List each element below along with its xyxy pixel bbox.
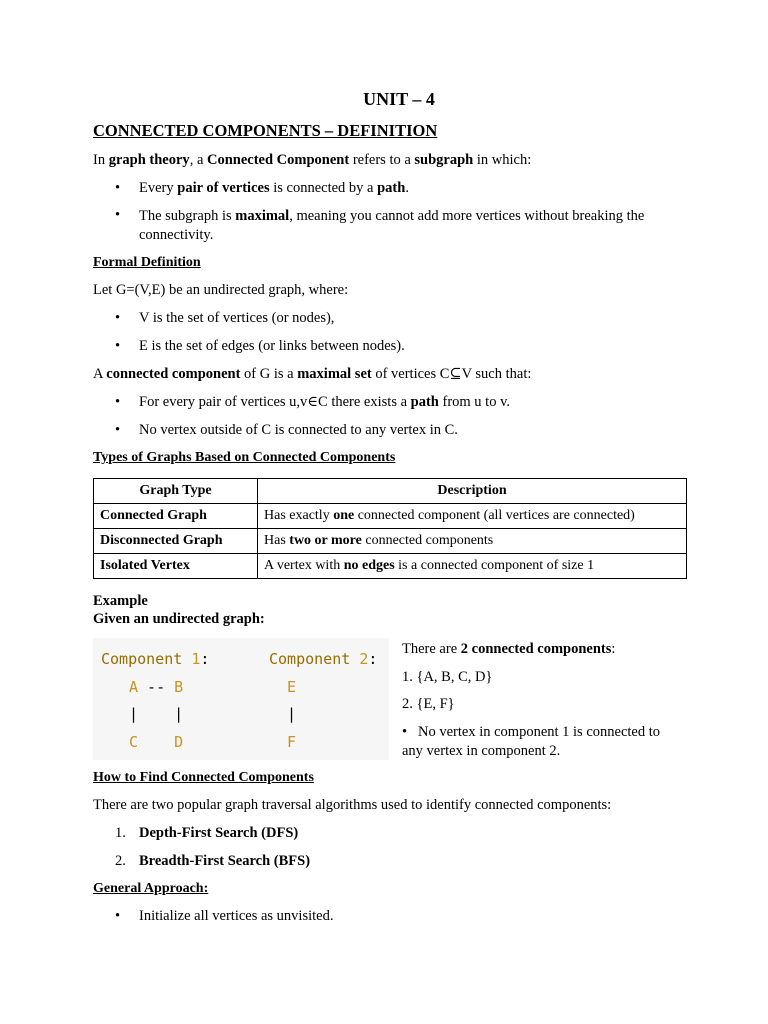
table-cell-description: Has exactly one connected component (all vertices are connected) bbox=[258, 504, 687, 529]
intro-paragraph: In graph theory, a Connected Component refers to a subgraph in which: bbox=[93, 152, 532, 168]
approach-bullet-1: • Initialize all vertices as unvisited. bbox=[115, 908, 334, 924]
algorithm-dfs: 1. Depth-First Search (DFS) bbox=[115, 825, 299, 841]
table-header-graph-type: Graph Type bbox=[94, 479, 258, 504]
component-1-label: Component 1: bbox=[101, 650, 210, 668]
main-heading: CONNECTED COMPONENTS – DEFINITION bbox=[93, 121, 438, 140]
code-line-f: F bbox=[287, 733, 297, 751]
graph-types-table bbox=[93, 478, 687, 579]
code-line-bar: | bbox=[287, 705, 297, 723]
cc-bullet-1: • For every pair of vertices u,v∈C there exists a path from u to v. bbox=[115, 394, 511, 410]
table-cell-description: A vertex with no edges is a connected component of size 1 bbox=[258, 554, 687, 579]
table-row bbox=[94, 504, 687, 529]
how-intro: There are two popular graph traversal algorithms used to identify connected components: bbox=[93, 797, 612, 813]
how-to-find-heading: How to Find Connected Components bbox=[93, 770, 314, 785]
table-row bbox=[94, 529, 687, 554]
types-heading: Types of Graphs Based on Connected Components bbox=[93, 450, 396, 465]
table-header-description: Description bbox=[258, 479, 687, 504]
formal-bullet-2: • E is the set of edges (or links between nodes). bbox=[115, 338, 405, 354]
algorithm-bfs: 2. Breadth-First Search (BFS) bbox=[115, 853, 311, 869]
table-header-row bbox=[94, 479, 687, 504]
table-cell-description: Has two or more connected components bbox=[258, 529, 687, 554]
component-note: • No vertex in component 1 is connected to any vertex in component 2. bbox=[402, 724, 661, 759]
component-item-2: 2. {E, F} bbox=[402, 696, 455, 712]
formal-definition-heading: Formal Definition bbox=[93, 255, 201, 270]
formal-bullet-1: • V is the set of vertices (or nodes), bbox=[115, 310, 335, 326]
table-row bbox=[94, 554, 687, 579]
code-block bbox=[93, 638, 389, 760]
connected-component-definition: A connected component of G is a maximal set of vertices C⊆V such that: bbox=[93, 366, 532, 382]
code-line-a-b: A -- B bbox=[129, 678, 184, 696]
example-label: Example bbox=[93, 593, 148, 609]
intro-bullet-2: • The subgraph is maximal, meaning you cannot add more vertices without breaking the connectivity. bbox=[115, 207, 645, 243]
code-line-c-d: C D bbox=[129, 733, 184, 751]
component-item-1: 1. {A, B, C, D} bbox=[402, 669, 493, 685]
table-cell-type: Connected Graph bbox=[94, 504, 258, 529]
component-2-label: Component 2: bbox=[269, 650, 378, 668]
cc-bullet-2: • No vertex outside of C is connected to any vertex in C. bbox=[115, 422, 458, 438]
code-line-e: E bbox=[287, 678, 297, 696]
table-cell-type: Isolated Vertex bbox=[94, 554, 258, 579]
general-approach-heading: General Approach: bbox=[93, 881, 209, 896]
intro-bullet-1: • Every pair of vertices is connected by a path. bbox=[115, 180, 409, 196]
unit-title: UNIT – 4 bbox=[363, 89, 435, 109]
components-count: There are 2 connected components: bbox=[402, 641, 616, 657]
code-line-bars: | | bbox=[129, 705, 184, 723]
table-cell-type: Disconnected Graph bbox=[94, 529, 258, 554]
example-subtitle: Given an undirected graph: bbox=[93, 611, 265, 627]
formal-intro: Let G=(V,E) be an undirected graph, where: bbox=[93, 282, 349, 298]
